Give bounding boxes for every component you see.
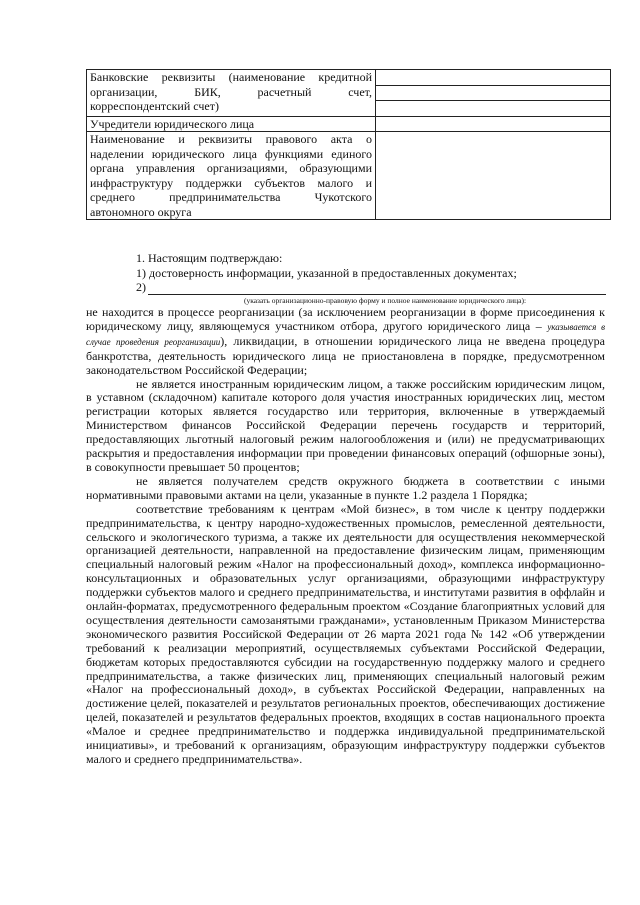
- bank-details-subrow: [376, 86, 610, 102]
- paragraph-budget-recipient: не является получателем средств окружного бюджета в соответствии с иными нормативными правовыми актами на цели, указанные в пункте 1.2 раздела 1 Порядка;: [86, 473, 605, 502]
- confirmation-heading: 1. Настоящим подтверждаю:: [136, 251, 283, 265]
- bank-details-label: Банковские реквизиты (наименование кредитной организации, БИК, расчетный счет, корреспондентский счет): [87, 70, 376, 117]
- italic-note: указывается в случае проведения реорганизации: [86, 321, 605, 347]
- paragraph-text: не находится в процессе реорганизации (за исключением реорганизации в форме присоединения к юридическому лицу, являющемуся участником отбора, другого юридического лица –: [86, 305, 605, 333]
- field-hint: (указать организационно-правовую форму и полное наименование юридического лица):: [243, 295, 527, 305]
- legal-act-label: Наименование и реквизиты правового акта о наделении юридического лица функциями единого органа управления организациями, образующими инфраструктуру поддержки субъектов малого и среднего предпринимательства Чукотского автономного округа: [87, 132, 376, 220]
- table-row: [87, 70, 611, 117]
- bank-details-subrow: [376, 101, 610, 116]
- legal-entity-name-field[interactable]: [148, 283, 606, 295]
- table-row: [87, 116, 611, 132]
- founders-label: Учредители юридического лица: [87, 116, 376, 132]
- paragraph-reorganization: [86, 306, 605, 378]
- bank-details-value-cell[interactable]: [376, 70, 611, 117]
- founders-value-cell[interactable]: [376, 116, 611, 132]
- confirmation-block: [136, 251, 606, 305]
- confirmation-item-2-number: 2): [136, 280, 146, 294]
- paragraph-foreign-entity: не является иностранным юридическим лицом, а также российским юридическим лицом, в уставном (складочном) капитале которого доля участия иностранных юридических лиц, местом регистрации которых является государство или территория, включенные в утверждаемый Министерством финансов Российской Федерации перечень государств и территорий, предоставляющих льготный налоговый режим налогообложения и (или) не предусматривающих раскрытия и предоставления информации при проведении финансовых операций (офшорные зоны), в совокупности превышает 50 процентов;: [86, 376, 605, 474]
- table-row: [87, 132, 611, 220]
- confirmation-item-1: 1) достоверность информации, указанной в предоставленных документах;: [136, 265, 517, 280]
- requisites-table: [86, 69, 611, 220]
- legal-act-value-cell[interactable]: [376, 132, 611, 220]
- confirmation-body: [86, 306, 605, 767]
- paragraph-requirements: соответствие требованиям к центрам «Мой бизнес», в том числе к центру поддержки предпринимательства, к центру народно-художественных промыслов, ремесленной деятельности, сельского и экологического туризма, а также их деятельности для осуществления некоммерческой организацией деятельности, направленной на предоставление физическим лицам, применяющим специальный налоговый режим «Налог на профессиональный доход», комплекса информационно-консультационных и образовательных услуг организациями, образующими инфраструктуру поддержки субъектов малого и среднего предпринимательства, и институтами развития в оффлайн и онлайн-форматах, предусмотренного федеральным проектом «Создание благоприятных условий для осуществления деятельности самозанятыми гражданами», установленным Приказом Министерства экономического развития Российской Федерации от 26 марта 2021 года № 142 «Об утверждении требований к реализации мероприятий, осуществляемых субъектами Российской Федерации, бюджетам которых предоставляются субсидии на государственную поддержку малого и среднего предпринимательства, а также физических лиц, применяющих специальный налоговый режим «Налог на профессиональный доход», в субъектах Российской Федерации, направленных на достижение целей, показателей и результатов региональных проектов, обеспечивающих достижение целей, показателей и результатов федеральных проектов, входящих в состав национального проекта «Малое и среднее предпринимательство и поддержка индивидуальной предпринимательской инициативы», и требований к организациям, образующим инфраструктуру поддержки субъектов малого и среднего предпринимательства».: [86, 501, 605, 766]
- confirmation-item-2: [136, 280, 606, 295]
- bank-details-subrow: [376, 70, 610, 86]
- paragraph-text: ), ликвидации, в отношении юридического лица не введена процедура банкротства, деятельность юридического лица не приостановлена в порядке, предусмотренном законодательством Российской Федерации;: [86, 333, 605, 377]
